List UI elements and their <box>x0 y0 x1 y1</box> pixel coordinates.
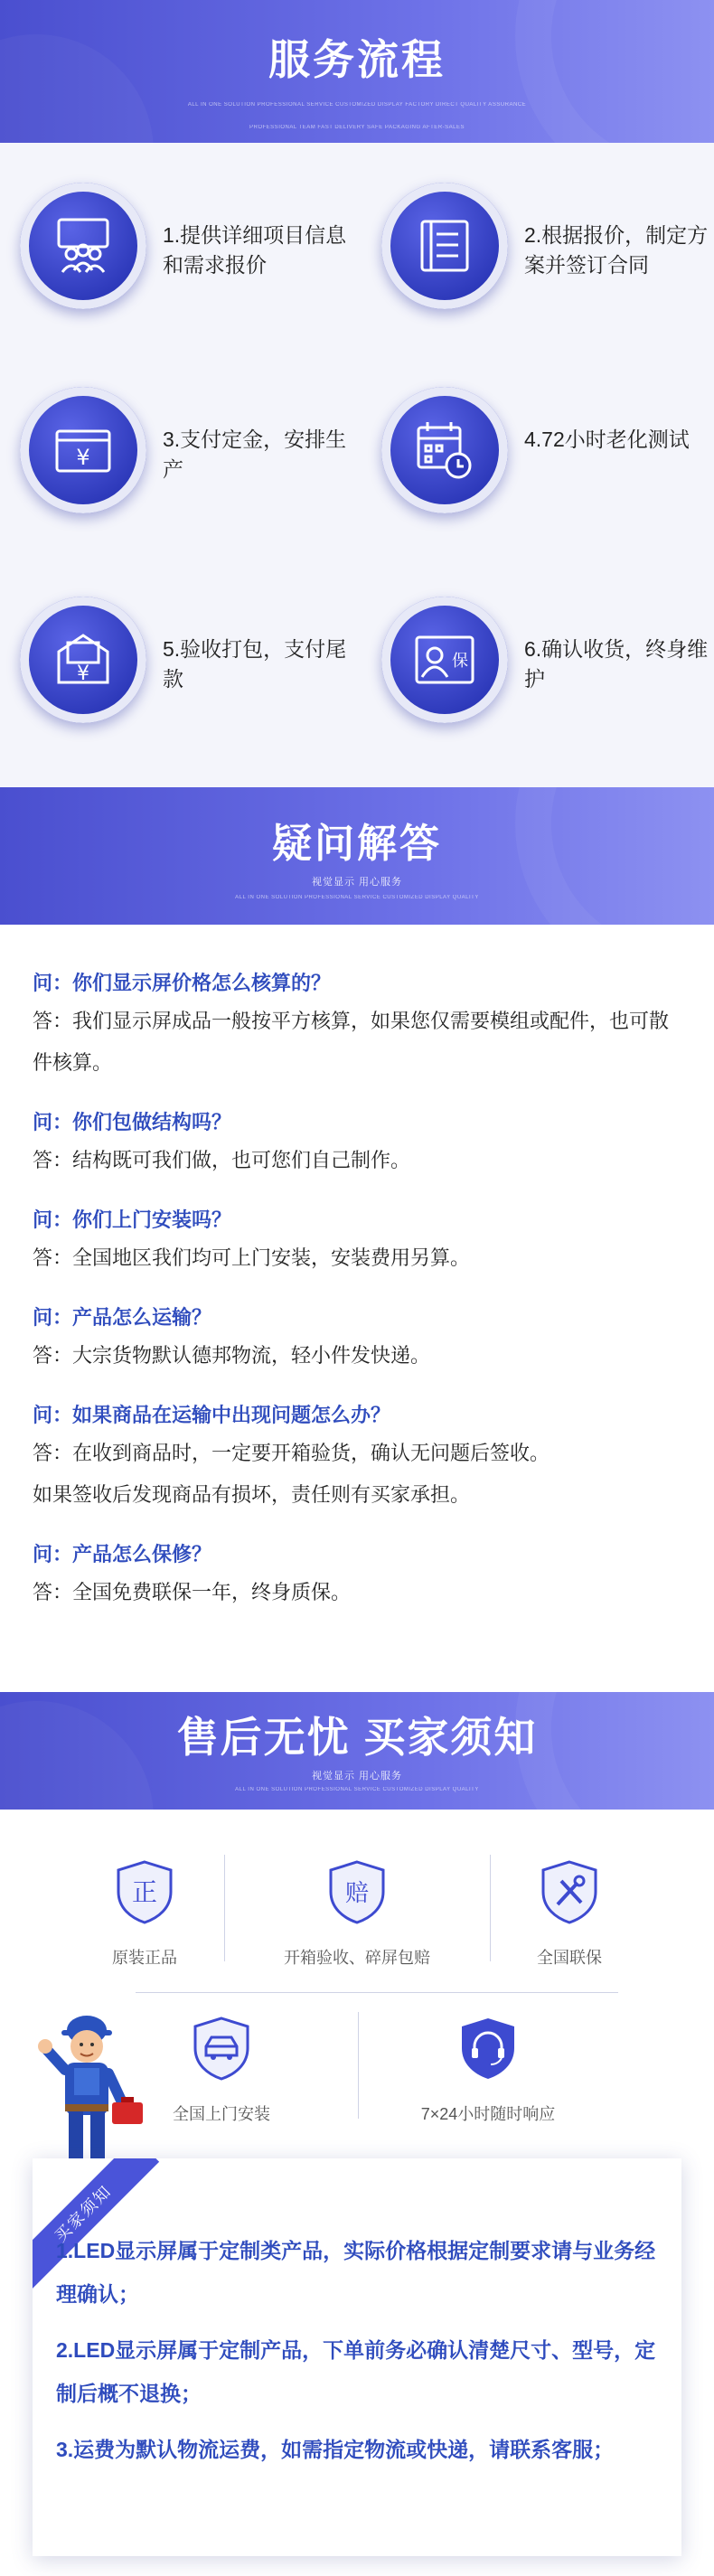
headset-shield-icon <box>458 2016 518 2081</box>
faq-item <box>33 1398 681 1516</box>
user-guarantee-icon <box>381 597 508 723</box>
banner-fine-print: ALL IN ONE SOLUTION PROFESSIONAL SERVICE CUSTOMIZED DISPLAY FACTORY DIRECT QUALITY ASSURANCE <box>187 102 527 108</box>
process-step-1 <box>20 183 363 318</box>
notice-rule: 1.LED显示屏属于定制类产品，实际价格根据定制要求请与业务经理确认； <box>56 2239 656 2306</box>
banner-decoration <box>515 0 714 143</box>
notice-rules <box>56 2229 663 2484</box>
faq-banner <box>0 787 714 925</box>
divider <box>136 1992 618 1993</box>
compensation-shield-icon <box>327 1859 387 1924</box>
faq-answer: 答：大宗货物默认德邦物流，轻小件发快递。 <box>33 1344 431 1367</box>
faq-answer: 答：全国地区我们均可上门安装，安装费用另算。 <box>33 1246 471 1269</box>
process-title: 服务流程 <box>268 36 446 83</box>
calendar-clock-icon <box>381 387 508 513</box>
process-steps <box>0 143 714 787</box>
svg-text:赔: 赔 <box>344 1880 370 1907</box>
process-step-4 <box>381 387 714 522</box>
notice-rule: 3.运费为默认物流运费，如需指定物流或快递，请联系客服； <box>56 2438 615 2461</box>
faq-subtitle: 视觉显示 用心服务 <box>311 877 403 888</box>
banner-fine-print: ALL IN ONE SOLUTION PROFESSIONAL SERVICE CUSTOMIZED DISPLAY QUALITY <box>235 895 479 900</box>
service-genuine <box>72 1859 217 1969</box>
notice-rule: 2.LED显示屏属于定制产品，下单前务必确认清楚尺寸、型号，定制后概不退换； <box>56 2338 656 2405</box>
banner-fine-print: ALL IN ONE SOLUTION PROFESSIONAL SERVICE CUSTOMIZED DISPLAY QUALITY <box>235 1787 479 1792</box>
process-banner <box>0 0 714 143</box>
aftersale-banner <box>0 1692 714 1810</box>
svg-text:¥: ¥ <box>77 663 89 685</box>
car-shield-icon <box>192 2016 251 2081</box>
faq-item <box>33 1105 681 1181</box>
faq-item <box>33 1301 681 1377</box>
worker-mascot-illustration <box>34 2003 152 2184</box>
process-step-label: 4.72小时老化测试 <box>524 428 690 451</box>
faq-list <box>0 925 714 1692</box>
process-step-label: 2.根据报价，制定方案并签订合同 <box>524 223 709 277</box>
faq-question: 问：产品怎么运输？ <box>33 1306 212 1329</box>
service-warranty <box>506 1859 633 1969</box>
process-step-label: 5.验收打包，支付尾款 <box>163 637 347 691</box>
svg-text:¥: ¥ <box>76 445 90 470</box>
faq-answer: 答：我们显示屏成品一般按平方核算，如果您仅需要模组或配件，也可散件核算。 <box>33 1010 670 1074</box>
svg-text:保: 保 <box>452 652 468 671</box>
faq-title: 疑问解答 <box>272 822 442 866</box>
service-label: 原装正品 <box>112 1949 177 1967</box>
notice-ribbon: 买家须知 <box>33 2158 159 2289</box>
faq-question: 问：你们上门安装吗？ <box>33 1208 232 1231</box>
deposit-payment-icon <box>20 387 146 513</box>
service-installation <box>154 2016 289 2125</box>
team-meeting-icon <box>20 183 146 309</box>
faq-question: 问：你们显示屏价格怎么核算的？ <box>33 972 332 994</box>
divider <box>358 2012 359 2119</box>
aftersale-title: 售后无忧 买家须知 <box>176 1714 538 1761</box>
aftersale-services <box>0 1810 714 2576</box>
service-label: 7×24小时随时响应 <box>420 2105 556 2123</box>
process-step-label: 6.确认收货，终身维护 <box>524 637 709 691</box>
faq-item <box>33 1537 681 1613</box>
process-step-6 <box>381 597 714 732</box>
service-label: 全国上门安装 <box>173 2105 270 2123</box>
tools-shield-icon <box>540 1859 599 1924</box>
service-support <box>389 2016 587 2125</box>
banner-fine-print: PROFESSIONAL TEAM FAST DELIVERY SAFE PACKAGING AFTER-SALES <box>249 125 465 130</box>
aftersale-subtitle: 视觉显示 用心服务 <box>311 1771 403 1782</box>
process-step-3 <box>20 387 363 522</box>
banner-decoration <box>515 787 714 925</box>
buyer-notice-card <box>33 2158 681 2556</box>
service-compensation <box>262 1859 452 1969</box>
process-step-label: 3.支付定金，安排生产 <box>163 428 347 481</box>
faq-question: 问：你们包做结构吗？ <box>33 1111 232 1133</box>
process-step-2 <box>381 183 714 318</box>
faq-answer-continued: 如果签收后发现商品有损坏，责任则有买家承担。 <box>33 1483 471 1506</box>
process-step-label: 1.提供详细项目信息和需求报价 <box>163 223 347 277</box>
process-step-5 <box>20 597 363 732</box>
divider <box>490 1855 491 1961</box>
service-label: 开箱验收、碎屏包赔 <box>284 1949 430 1967</box>
faq-question: 问：产品怎么保修？ <box>33 1543 212 1565</box>
genuine-shield-icon <box>115 1859 174 1924</box>
faq-answer: 答：在收到商品时，一定要开箱验货，确认无问题后签收。 <box>33 1442 550 1464</box>
divider <box>224 1855 225 1961</box>
faq-item <box>33 1203 681 1279</box>
package-payment-icon <box>20 597 146 723</box>
service-label: 全国联保 <box>537 1949 602 1967</box>
faq-answer: 答：结构既可我们做，也可您们自己制作。 <box>33 1149 411 1171</box>
faq-answer: 答：全国免费联保一年，终身质保。 <box>33 1581 352 1603</box>
svg-text:正: 正 <box>131 1877 158 1907</box>
document-plan-icon <box>381 183 508 309</box>
faq-question: 问：如果商品在运输中出现问题怎么办？ <box>33 1404 391 1426</box>
faq-item <box>33 966 681 1084</box>
